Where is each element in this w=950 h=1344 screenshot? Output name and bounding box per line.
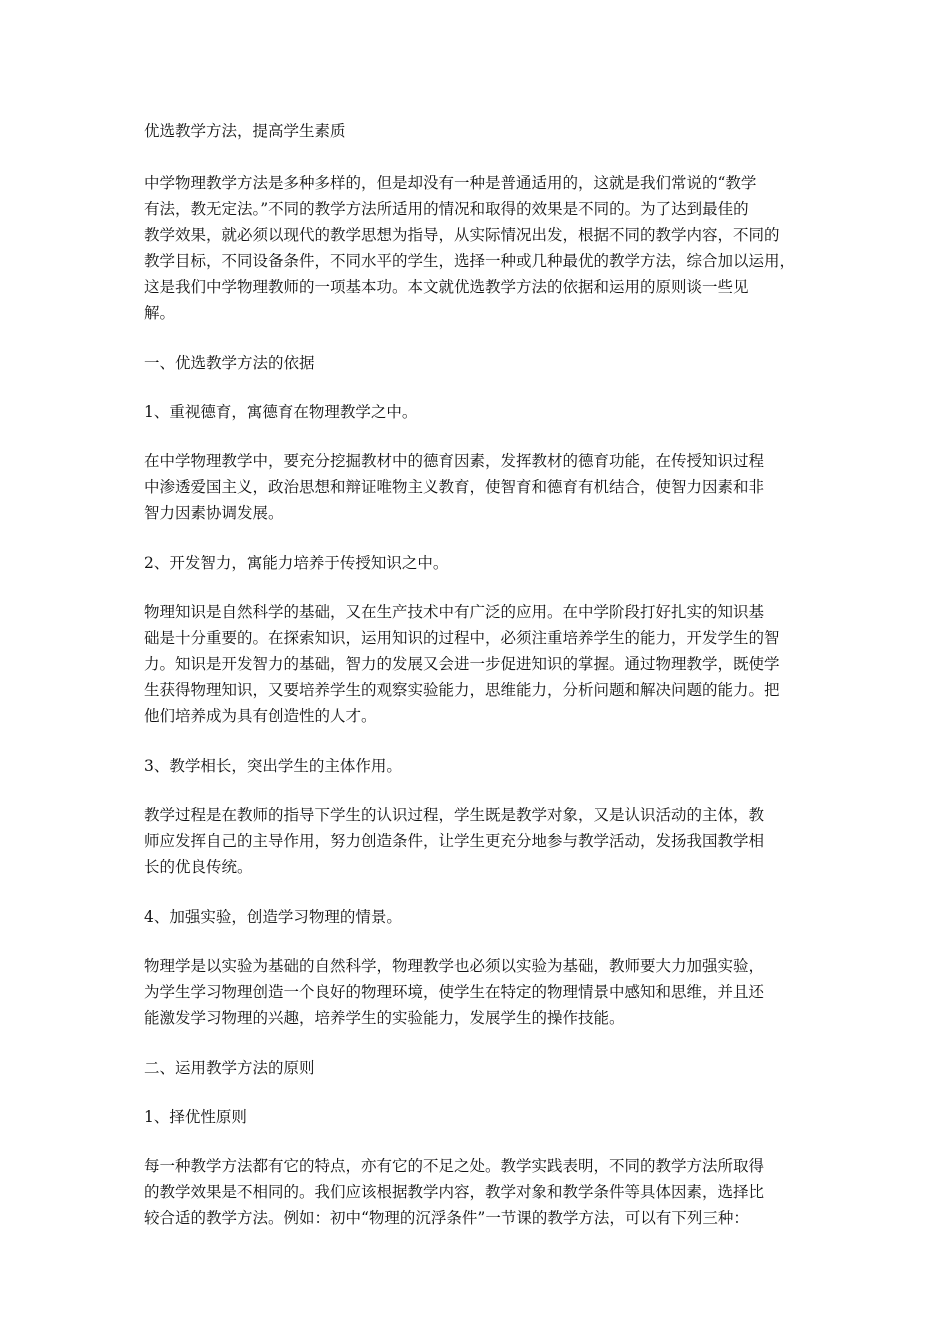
body-paragraph [144, 802, 810, 880]
document-title: 优选教学方法，提高学生素质 [144, 122, 346, 140]
subsection-heading: 3、教学相长，突出学生的主体作用。 [144, 757, 402, 775]
paragraph-line: 中渗透爱国主义，政治思想和辩证唯物主义教育，使智育和德育有机结合，使智力因素和非 [144, 478, 765, 496]
paragraph-line: 生获得物理知识，又要培养学生的观察实验能力，思维能力，分析问题和解决问题的能力。把 [144, 681, 780, 699]
paragraph-line: 能激发学习物理的兴趣，培养学生的实验能力，发展学生的操作技能。 [144, 1009, 625, 1027]
paragraph-line: 础是十分重要的。在探索知识，运用知识的过程中，必须注重培养学生的能力，开发学生的智 [144, 629, 780, 647]
paragraph-line: 中学物理教学方法是多种多样的，但是却没有一种是普通适用的，这就是我们常说的“教学 [144, 174, 757, 192]
section-heading: 一、优选教学方法的依据 [144, 354, 315, 372]
subsection-heading: 1、择优性原则 [144, 1108, 247, 1126]
paragraph-line: 师应发挥自己的主导作用，努力创造条件，让学生更充分地参与教学活动，发扬我国教学相 [144, 832, 765, 850]
paragraph-line: 教学过程是在教师的指导下学生的认识过程，学生既是教学对象，又是认识活动的主体，教 [144, 806, 765, 824]
paragraph-line: 这是我们中学物理教师的一项基本功。本文就优选教学方法的依据和运用的原则谈一些见 [144, 278, 749, 296]
subsection-heading: 4、加强实验，创造学习物理的情景。 [144, 908, 402, 926]
paragraph-line: 的教学效果是不相同的。我们应该根据教学内容，教学对象和教学条件等具体因素，选择比 [144, 1183, 765, 1201]
body-paragraph [144, 448, 810, 526]
paragraph-line: 他们培养成为具有创造性的人才。 [144, 707, 377, 725]
paragraph-line: 较合适的教学方法。例如：初中“物理的沉浮条件”一节课的教学方法，可以有下列三种： [144, 1209, 749, 1227]
paragraph-line: 力。知识是开发智力的基础，智力的发展又会进一步促进知识的掌握。通过物理教学，既使学 [144, 655, 780, 673]
paragraph-line: 长的优良传统。 [144, 858, 253, 876]
paragraph-line: 物理知识是自然科学的基础，又在生产技术中有广泛的应用。在中学阶段打好扎实的知识基 [144, 603, 765, 621]
paragraph-line: 解。 [144, 304, 176, 322]
intro-paragraph [144, 170, 810, 326]
paragraph-line: 智力因素协调发展。 [144, 504, 284, 522]
subsection-heading: 1、重视德育，寓德育在物理教学之中。 [144, 403, 418, 421]
paragraph-line: 每一种教学方法都有它的特点，亦有它的不足之处。教学实践表明，不同的教学方法所取得 [144, 1157, 765, 1175]
subsection-heading: 2、开发智力，寓能力培养于传授知识之中。 [144, 554, 449, 572]
paragraph-line: 为学生学习物理创造一个良好的物理环境，使学生在特定的物理情景中感知和思维，并且还 [144, 983, 765, 1001]
body-paragraph [144, 1153, 810, 1231]
paragraph-line: 教学效果，就必须以现代的教学思想为指导，从实际情况出发，根据不同的教学内容，不同的 [144, 226, 780, 244]
paragraph-line: 物理学是以实验为基础的自然科学，物理教学也必须以实验为基础，教师要大力加强实验， [144, 957, 765, 975]
paragraph-line: 在中学物理教学中，要充分挖掘教材中的德育因素，发挥教材的德育功能，在传授知识过程 [144, 452, 765, 470]
body-paragraph [144, 599, 810, 729]
paragraph-line: 有法，教无定法。”不同的教学方法所适用的情况和取得的效果是不同的。为了达到最佳的 [144, 200, 749, 218]
paragraph-line: 教学目标，不同设备条件，不同水平的学生，选择一种或几种最优的教学方法，综合加以运用， [144, 252, 796, 270]
document-page [144, 118, 810, 1255]
section-heading: 二、运用教学方法的原则 [144, 1059, 315, 1077]
body-paragraph [144, 953, 810, 1031]
